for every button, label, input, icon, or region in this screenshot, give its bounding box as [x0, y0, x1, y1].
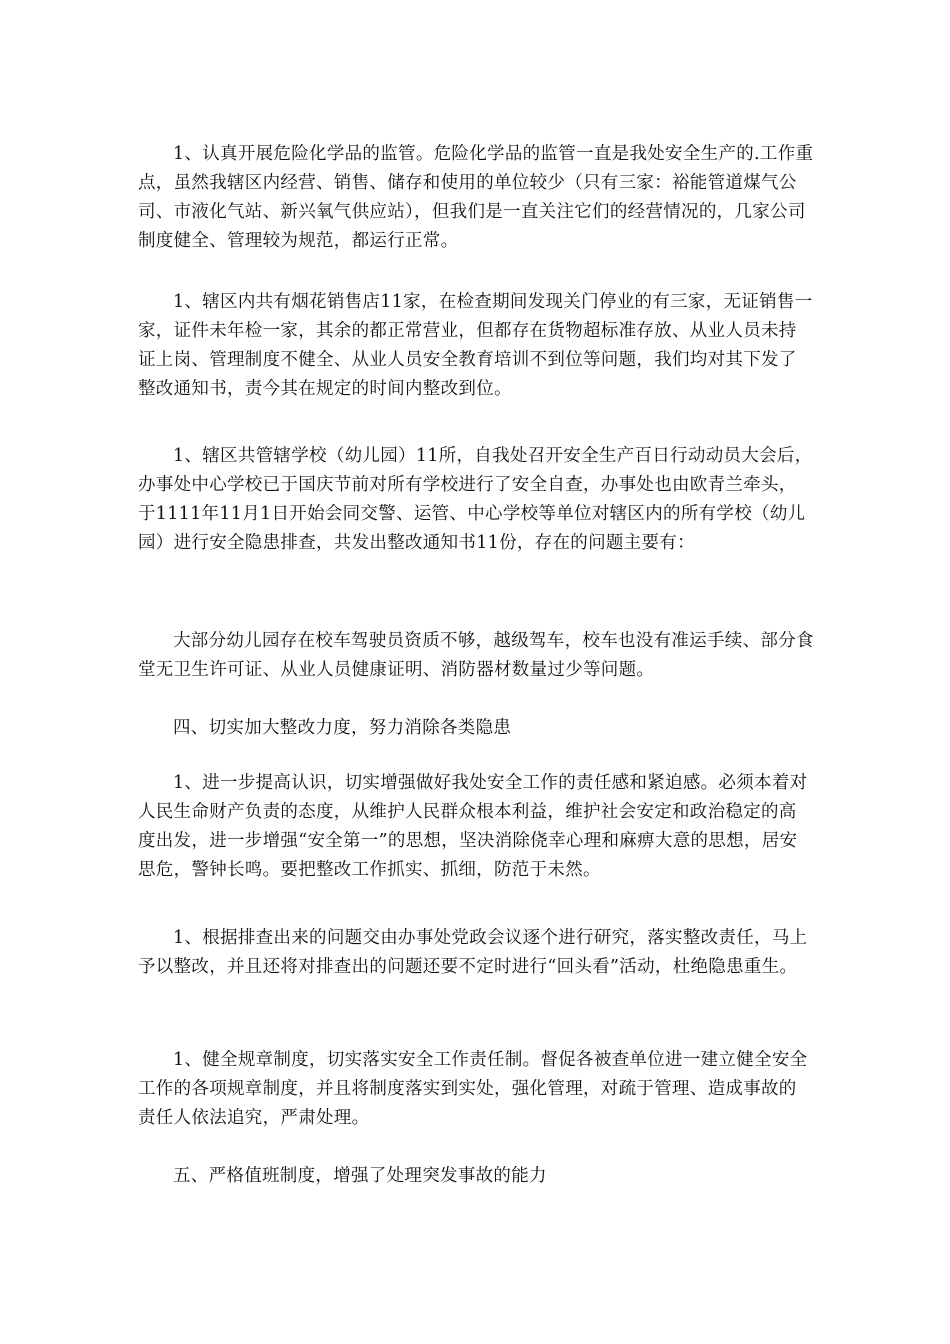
section-heading-five: 五、严格值班制度，增强了处理突发事故的能力: [173, 1166, 547, 1186]
paragraph-hazardous-chemicals: 1、认真开展危险化学品的监管。危险化学品的监管一直是我处安全生产的.工作重点，虽然我辖区内经营、销售、储存和使用的单位较少（只有三家：裕能管道煤气公司、市液化气站、新兴氧气供应站），但我们是一直关注它们的经营情况的，几家公司制度健全、管理较为规范，都运行正常。: [138, 144, 814, 251]
paragraph-kindergarten-issues: 大部分幼儿园存在校车驾驶员资质不够，越级驾车，校车也没有准运手续、部分食堂无卫生许可证、从业人员健康证明、消防器材数量过少等问题。: [138, 631, 814, 680]
paragraph-schools: 1、辖区共管辖学校（幼儿园）11所，自我处召开安全生产百日行动动员大会后，办事处中心学校已于国庆节前对所有学校进行了安全自查，办事处也由欧青兰牵头，于1111年11月1日开始会同交警、运管、中心学校等单位对辖区内的所有学校（幼儿园）进行安全隐患排查，共发出整改通知书11份，存在的问题主要有：: [138, 446, 813, 553]
section-heading-four: 四、切实加大整改力度，努力消除各类隐患: [173, 718, 512, 738]
paragraph-rules-system: 1、健全规章制度，切实落实安全工作责任制。督促各被查单位进一建立健全安全工作的各项规章制度，并且将制度落实到实处，强化管理，对疏于管理、造成事故的责任人依法追究，严肃处理。: [138, 1050, 808, 1128]
paragraph-rectification: 1、根据排查出来的问题交由办事处党政会议逐个进行研究，落实整改责任，马上予以整改，并且还将对排查出的问题还要不定时进行“回头看”活动，杜绝隐患重生。: [138, 928, 808, 977]
paragraph-fireworks-shops: 1、辖区内共有烟花销售店11家，在检查期间发现关门停业的有三家，无证销售一家，证件未年检一家，其余的都正常营业，但都存在货物超标准存放、从业人员未持证上岗、管理制度不健全、从业人员安全教育培训不到位等问题，我们均对其下发了整改通知书，责今其在规定的时间内整改到位。: [138, 292, 813, 399]
paragraph-raise-awareness: 1、进一步提高认识，切实增强做好我处安全工作的责任感和紧迫感。必须本着对人民生命财产负责的态度，从维护人民群众根本利益，维护社会安定和政治稳定的高度出发，进一步增强“安全第一”的思想，坚决消除侥幸心理和麻痹大意的思想，居安思危，警钟长鸣。要把整改工作抓实、抓细，防范于未然。: [138, 773, 808, 880]
